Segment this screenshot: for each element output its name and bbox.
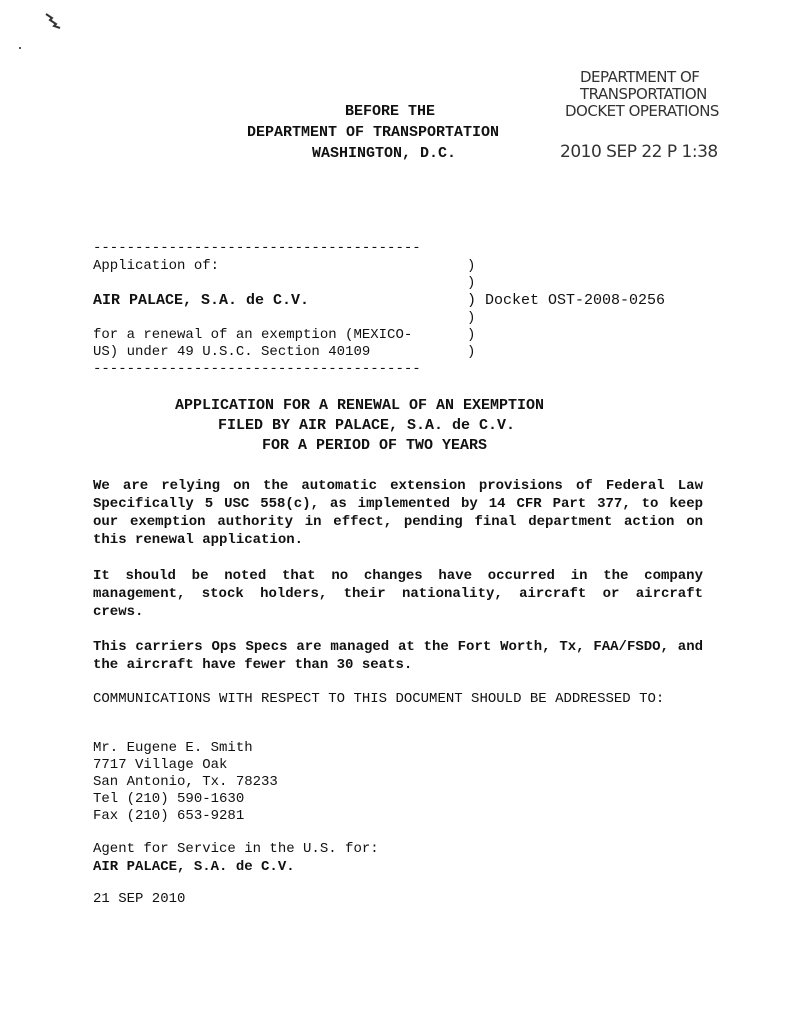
scan-mark-icon [44, 12, 62, 30]
caption-bracket: ) [467, 275, 476, 291]
caption-rule-top: --------------------------------------- [93, 240, 421, 256]
caption-application-of: Application of: [93, 258, 220, 274]
title-line-1: APPLICATION FOR A RENEWAL OF AN EXEMPTION [175, 397, 545, 414]
header-location: WASHINGTON, D.C. [312, 145, 457, 162]
document-date: 21 SEP 2010 [93, 891, 186, 907]
contact-name: Mr. Eugene E. Smith [93, 740, 253, 756]
paragraph-extension: We are relying on the automatic extension provisions of Federal Law Specifically 5 USC 558(c), as implemented by 14 CFR Part 377, to keep our exemption authority in effect, pending final department action on this renewal application. [93, 478, 703, 548]
header-department: DEPARTMENT OF TRANSPORTATION [247, 124, 500, 141]
stamp-line-3: DOCKET OPERATIONS [565, 102, 719, 120]
caption-purpose-2: US) under 49 U.S.C. Section 40109 [93, 344, 371, 360]
title-line-3: FOR A PERIOD OF TWO YEARS [262, 437, 488, 454]
paragraph-no-changes: It should be noted that no changes have occurred in the company management, stock holders, their nationality, aircraft or aircraft crews. [93, 568, 703, 620]
stamp-line-2: TRANSPORTATION [580, 85, 707, 103]
scan-dot [19, 47, 21, 49]
caption-purpose-1: for a renewal of an exemption (MEXICO- [93, 327, 413, 343]
paragraph-ops-specs: This carriers Ops Specs are managed at the Fort Worth, Tx, FAA/FSDO, and the aircraft have fewer than 30 seats. [93, 639, 703, 673]
caption-bracket: ) [467, 327, 476, 343]
contact-street: 7717 Village Oak [93, 757, 228, 773]
caption-bracket: ) [467, 344, 476, 360]
paragraph-communications: COMMUNICATIONS WITH RESPECT TO THIS DOCUMENT SHOULD BE ADDRESSED TO: [93, 691, 665, 707]
caption-docket: ) Docket OST-2008-0256 [467, 292, 666, 309]
agent-label: Agent for Service in the U.S. for: [93, 841, 379, 857]
stamp-datetime: 2010 SEP 22 P 1:38 [560, 142, 718, 162]
stamp-line-1: DEPARTMENT OF [580, 68, 700, 86]
caption-bracket: ) [467, 310, 476, 326]
title-line-2: FILED BY AIR PALACE, S.A. de C.V. [218, 417, 516, 434]
caption-applicant: AIR PALACE, S.A. de C.V. [93, 292, 310, 309]
caption-rule-bottom: --------------------------------------- [93, 361, 421, 377]
caption-bracket: ) [467, 258, 476, 274]
header-before-the: BEFORE THE [345, 103, 436, 120]
contact-city: San Antonio, Tx. 78233 [93, 774, 278, 790]
agent-company: AIR PALACE, S.A. de C.V. [93, 859, 295, 875]
contact-fax: Fax (210) 653-9281 [93, 808, 245, 824]
contact-tel: Tel (210) 590-1630 [93, 791, 245, 807]
